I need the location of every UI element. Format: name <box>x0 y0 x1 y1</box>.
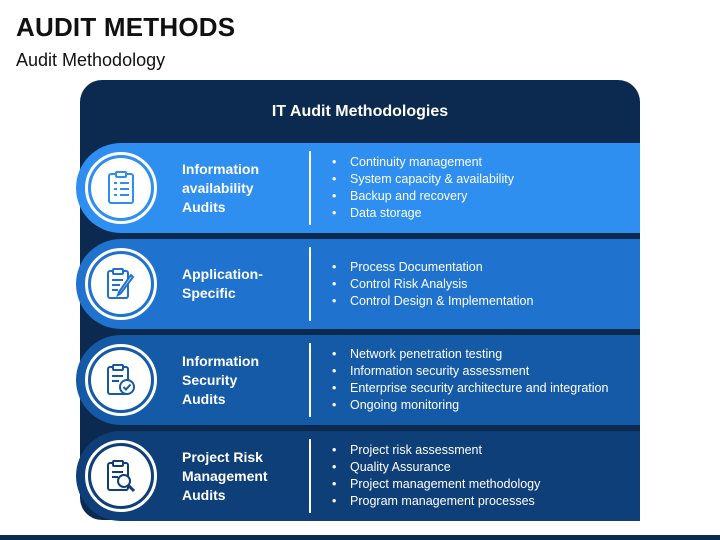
row-icon-badge <box>76 431 166 521</box>
row-icon-badge <box>76 143 166 233</box>
row-label: Project Risk Management Audits <box>182 448 268 503</box>
bottom-strip <box>0 535 720 540</box>
bullet-item: • Ongoing monitoring <box>328 397 608 414</box>
methodology-row-information-availability <box>76 143 640 233</box>
bullet-item: • Control Design & Implementation <box>328 293 533 310</box>
row-divider <box>309 343 311 417</box>
row-bullet-list <box>328 335 608 425</box>
checklist-icon <box>106 171 136 205</box>
methodology-row-project-risk-management <box>76 431 640 521</box>
page-subtitle: Audit Methodology <box>16 50 166 70</box>
clipboard-pen-icon <box>105 267 137 301</box>
panel-title: IT Audit Methodologies <box>271 103 449 120</box>
bullet-item: • Quality Assurance <box>328 459 540 476</box>
bullet-item: • Process Documentation <box>328 259 533 276</box>
bullet-item: • Continuity management <box>328 154 514 171</box>
row-divider <box>309 151 311 225</box>
methodology-row-application-specific <box>76 239 640 329</box>
bullet-item: • Data storage <box>328 205 514 222</box>
methodology-row-information-security <box>76 335 640 425</box>
row-divider <box>309 247 311 321</box>
bullet-item: • Control Risk Analysis <box>328 276 533 293</box>
row-label: Information availability Audits <box>182 160 259 215</box>
bullet-item: • Information security assessment <box>328 363 608 380</box>
bullet-item: • Enterprise security architecture and integration <box>328 380 608 397</box>
page-title: AUDIT METHODS <box>16 12 236 42</box>
row-icon-badge <box>76 335 166 425</box>
clipboard-check-icon <box>105 363 137 397</box>
bullet-item: • Program management processes <box>328 493 540 510</box>
row-bullet-list <box>328 143 514 233</box>
bullet-item: • Project risk assessment <box>328 442 540 459</box>
bullet-item: • System capacity & availability <box>328 171 514 188</box>
bullet-item: • Backup and recovery <box>328 188 514 205</box>
row-bullet-list <box>328 431 540 521</box>
row-divider <box>309 439 311 513</box>
document-search-icon <box>105 459 137 493</box>
row-label: Information Security Audits <box>182 352 259 407</box>
row-label: Application- Specific <box>182 266 263 301</box>
row-bullet-list <box>328 239 533 329</box>
bullet-item: • Project management methodology <box>328 476 540 493</box>
row-icon-badge <box>76 239 166 329</box>
bullet-item: • Network penetration testing <box>328 346 608 363</box>
